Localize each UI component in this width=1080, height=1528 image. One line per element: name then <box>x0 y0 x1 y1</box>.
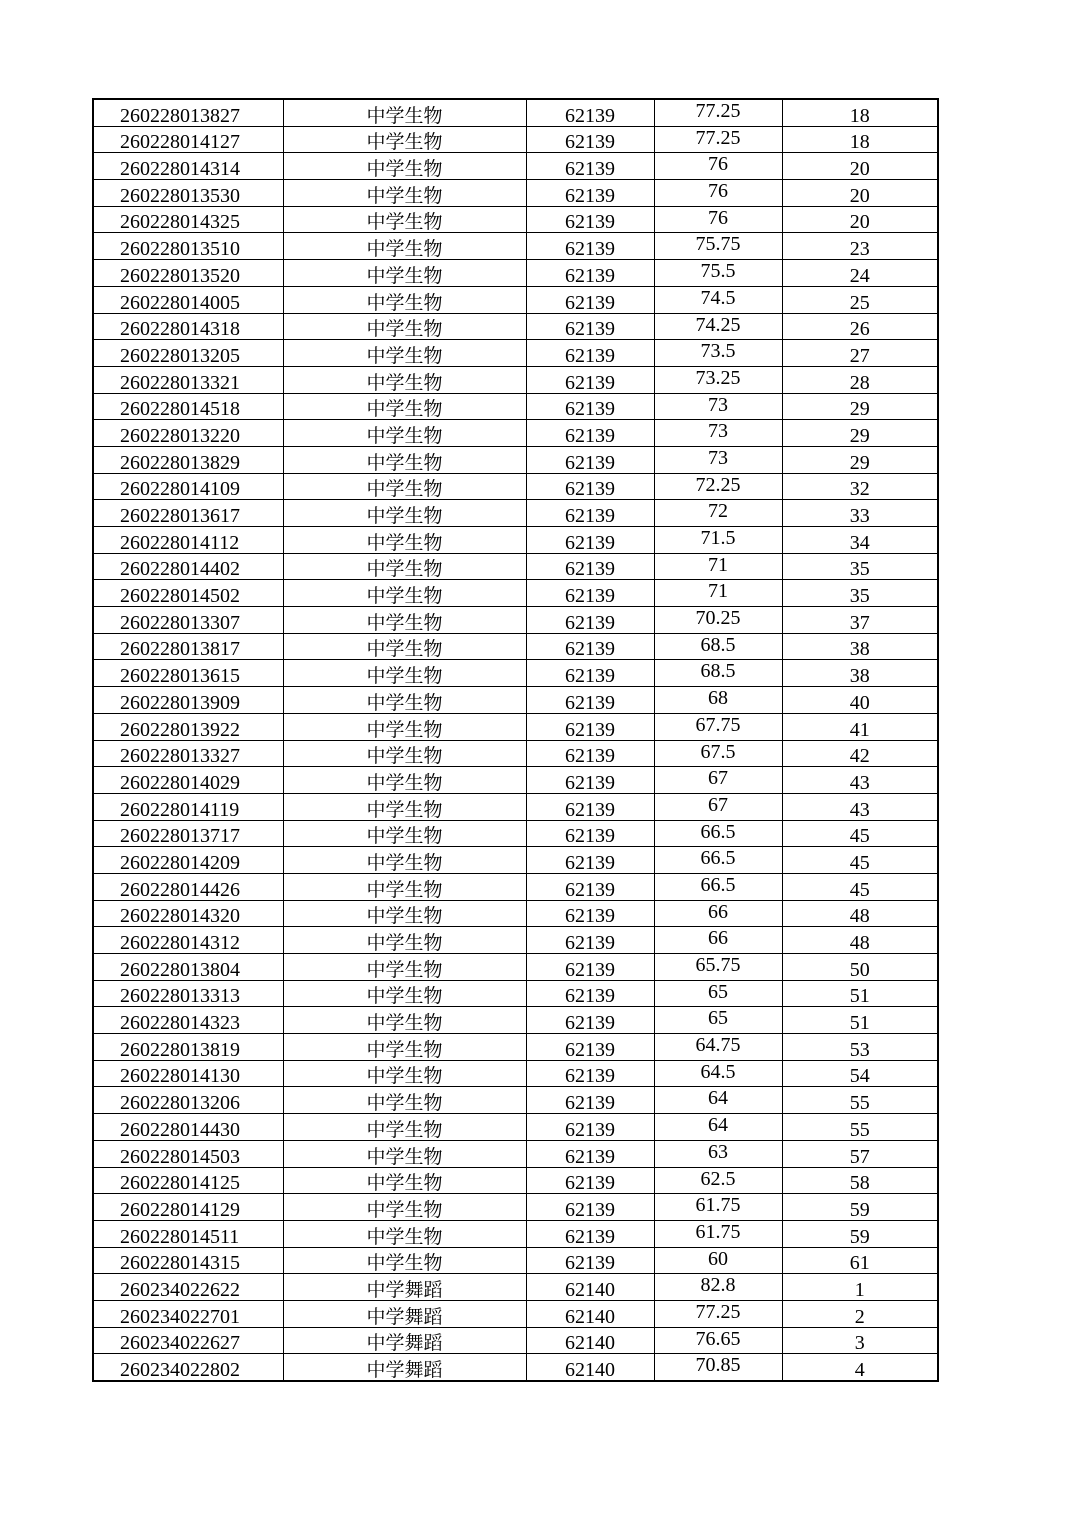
position-code-cell: 62139 <box>526 1140 654 1167</box>
score-cell: 72 <box>654 500 782 527</box>
score-cell: 77.25 <box>654 126 782 153</box>
subject-cell: 中学生物 <box>283 126 526 153</box>
exam-id-cell: 260228013206 <box>93 1087 283 1114</box>
subject-cell: 中学生物 <box>283 740 526 767</box>
position-code-cell: 62139 <box>526 1114 654 1141</box>
rank-cell: 28 <box>782 366 938 393</box>
position-code-cell: 62139 <box>526 873 654 900</box>
position-code-cell: 62139 <box>526 767 654 794</box>
exam-id-cell: 260228013530 <box>93 180 283 207</box>
table-row <box>93 1007 938 1034</box>
exam-id-cell: 260228014315 <box>93 1247 283 1274</box>
score-table-body <box>93 99 938 1381</box>
rank-cell: 2 <box>782 1300 938 1327</box>
rank-cell: 1 <box>782 1274 938 1301</box>
exam-id-cell: 260228014112 <box>93 527 283 554</box>
exam-id-cell: 260228014130 <box>93 1060 283 1087</box>
exam-id-cell: 260228014125 <box>93 1167 283 1194</box>
exam-id-cell: 260228014511 <box>93 1220 283 1247</box>
exam-id-cell: 260234022701 <box>93 1300 283 1327</box>
exam-id-cell: 260228014314 <box>93 153 283 180</box>
rank-cell: 54 <box>782 1060 938 1087</box>
score-cell: 61.75 <box>654 1194 782 1221</box>
subject-cell: 中学生物 <box>283 153 526 180</box>
rank-cell: 35 <box>782 553 938 580</box>
position-code-cell: 62139 <box>526 633 654 660</box>
exam-id-cell: 260228014430 <box>93 1114 283 1141</box>
position-code-cell: 62139 <box>526 500 654 527</box>
exam-id-cell: 260228013205 <box>93 340 283 367</box>
table-row <box>93 99 938 126</box>
table-row <box>93 687 938 714</box>
exam-id-cell: 260228014320 <box>93 900 283 927</box>
subject-cell: 中学舞蹈 <box>283 1354 526 1381</box>
rank-cell: 38 <box>782 633 938 660</box>
position-code-cell: 62139 <box>526 393 654 420</box>
subject-cell: 中学生物 <box>283 180 526 207</box>
subject-cell: 中学生物 <box>283 1087 526 1114</box>
subject-cell: 中学生物 <box>283 1167 526 1194</box>
subject-cell: 中学生物 <box>283 633 526 660</box>
subject-cell: 中学生物 <box>283 900 526 927</box>
table-row <box>93 366 938 393</box>
table-row <box>93 206 938 233</box>
table-row <box>93 313 938 340</box>
table-row <box>93 740 938 767</box>
position-code-cell: 62139 <box>526 954 654 981</box>
subject-cell: 中学生物 <box>283 1140 526 1167</box>
score-cell: 77.25 <box>654 99 782 126</box>
position-code-cell: 62140 <box>526 1327 654 1354</box>
position-code-cell: 62139 <box>526 820 654 847</box>
exam-id-cell: 260228013827 <box>93 99 283 126</box>
score-cell: 73 <box>654 393 782 420</box>
subject-cell: 中学生物 <box>283 500 526 527</box>
exam-id-cell: 260228013909 <box>93 687 283 714</box>
subject-cell: 中学生物 <box>283 820 526 847</box>
exam-id-cell: 260228014402 <box>93 553 283 580</box>
rank-cell: 18 <box>782 99 938 126</box>
score-cell: 75.75 <box>654 233 782 260</box>
rank-cell: 29 <box>782 446 938 473</box>
subject-cell: 中学生物 <box>283 286 526 313</box>
score-cell: 65 <box>654 1007 782 1034</box>
position-code-cell: 62139 <box>526 713 654 740</box>
table-row <box>93 954 938 981</box>
position-code-cell: 62139 <box>526 740 654 767</box>
table-row <box>93 1087 938 1114</box>
table-row <box>93 126 938 153</box>
position-code-cell: 62139 <box>526 126 654 153</box>
table-row <box>93 340 938 367</box>
subject-cell: 中学生物 <box>283 553 526 580</box>
score-cell: 75.5 <box>654 260 782 287</box>
subject-cell: 中学生物 <box>283 767 526 794</box>
table-row <box>93 1194 938 1221</box>
score-cell: 73 <box>654 420 782 447</box>
rank-cell: 25 <box>782 286 938 313</box>
position-code-cell: 62139 <box>526 180 654 207</box>
score-cell: 67.75 <box>654 713 782 740</box>
rank-cell: 3 <box>782 1327 938 1354</box>
score-cell: 73.25 <box>654 366 782 393</box>
exam-id-cell: 260228013520 <box>93 260 283 287</box>
score-cell: 71 <box>654 580 782 607</box>
exam-id-cell: 260228013321 <box>93 366 283 393</box>
exam-id-cell: 260228014005 <box>93 286 283 313</box>
rank-cell: 48 <box>782 927 938 954</box>
rank-cell: 57 <box>782 1140 938 1167</box>
position-code-cell: 62139 <box>526 153 654 180</box>
position-code-cell: 62139 <box>526 553 654 580</box>
table-row <box>93 793 938 820</box>
table-row <box>93 633 938 660</box>
rank-cell: 32 <box>782 473 938 500</box>
score-cell: 64 <box>654 1114 782 1141</box>
subject-cell: 中学生物 <box>283 687 526 714</box>
score-cell: 63 <box>654 1140 782 1167</box>
rank-cell: 59 <box>782 1194 938 1221</box>
table-row <box>93 900 938 927</box>
subject-cell: 中学生物 <box>283 206 526 233</box>
subject-cell: 中学生物 <box>283 1060 526 1087</box>
subject-cell: 中学生物 <box>283 340 526 367</box>
score-cell: 66.5 <box>654 873 782 900</box>
position-code-cell: 62139 <box>526 473 654 500</box>
score-cell: 74.25 <box>654 313 782 340</box>
table-row <box>93 286 938 313</box>
position-code-cell: 62139 <box>526 420 654 447</box>
score-cell: 66.5 <box>654 847 782 874</box>
rank-cell: 26 <box>782 313 938 340</box>
position-code-cell: 62140 <box>526 1354 654 1381</box>
rank-cell: 42 <box>782 740 938 767</box>
exam-id-cell: 260234022627 <box>93 1327 283 1354</box>
table-row <box>93 260 938 287</box>
subject-cell: 中学生物 <box>283 1220 526 1247</box>
score-cell: 64 <box>654 1087 782 1114</box>
position-code-cell: 62139 <box>526 313 654 340</box>
exam-id-cell: 260228013817 <box>93 633 283 660</box>
position-code-cell: 62140 <box>526 1300 654 1327</box>
position-code-cell: 62139 <box>526 847 654 874</box>
exam-id-cell: 260228014325 <box>93 206 283 233</box>
position-code-cell: 62139 <box>526 1220 654 1247</box>
exam-id-cell: 260228014127 <box>93 126 283 153</box>
subject-cell: 中学生物 <box>283 1034 526 1061</box>
rank-cell: 45 <box>782 873 938 900</box>
table-row <box>93 927 938 954</box>
position-code-cell: 62139 <box>526 366 654 393</box>
subject-cell: 中学生物 <box>283 793 526 820</box>
rank-cell: 24 <box>782 260 938 287</box>
exam-id-cell: 260228014426 <box>93 873 283 900</box>
table-row <box>93 607 938 634</box>
subject-cell: 中学生物 <box>283 847 526 874</box>
table-row <box>93 1354 938 1381</box>
rank-cell: 20 <box>782 206 938 233</box>
rank-cell: 40 <box>782 687 938 714</box>
score-cell: 67.5 <box>654 740 782 767</box>
rank-cell: 55 <box>782 1114 938 1141</box>
score-cell: 77.25 <box>654 1300 782 1327</box>
exam-id-cell: 260228013717 <box>93 820 283 847</box>
exam-id-cell: 260228013922 <box>93 713 283 740</box>
exam-id-cell: 260234022622 <box>93 1274 283 1301</box>
table-row <box>93 180 938 207</box>
subject-cell: 中学生物 <box>283 313 526 340</box>
table-row <box>93 1220 938 1247</box>
position-code-cell: 62139 <box>526 1087 654 1114</box>
table-row <box>93 527 938 554</box>
score-table <box>92 98 939 1382</box>
exam-id-cell: 260234022802 <box>93 1354 283 1381</box>
rank-cell: 23 <box>782 233 938 260</box>
score-cell: 64.5 <box>654 1060 782 1087</box>
exam-id-cell: 260228013313 <box>93 980 283 1007</box>
subject-cell: 中学生物 <box>283 980 526 1007</box>
rank-cell: 4 <box>782 1354 938 1381</box>
score-cell: 65 <box>654 980 782 1007</box>
position-code-cell: 62139 <box>526 900 654 927</box>
subject-cell: 中学生物 <box>283 873 526 900</box>
score-cell: 76 <box>654 206 782 233</box>
subject-cell: 中学生物 <box>283 1247 526 1274</box>
score-cell: 65.75 <box>654 954 782 981</box>
exam-id-cell: 260228013615 <box>93 660 283 687</box>
score-cell: 66 <box>654 927 782 954</box>
rank-cell: 33 <box>782 500 938 527</box>
rank-cell: 59 <box>782 1220 938 1247</box>
table-row <box>93 1274 938 1301</box>
score-cell: 68 <box>654 687 782 714</box>
table-row <box>93 767 938 794</box>
subject-cell: 中学生物 <box>283 954 526 981</box>
position-code-cell: 62139 <box>526 206 654 233</box>
subject-cell: 中学生物 <box>283 713 526 740</box>
position-code-cell: 62139 <box>526 1007 654 1034</box>
position-code-cell: 62139 <box>526 99 654 126</box>
exam-id-cell: 260228014318 <box>93 313 283 340</box>
table-row <box>93 873 938 900</box>
rank-cell: 50 <box>782 954 938 981</box>
exam-id-cell: 260228013804 <box>93 954 283 981</box>
table-row <box>93 847 938 874</box>
table-row <box>93 660 938 687</box>
score-cell: 64.75 <box>654 1034 782 1061</box>
position-code-cell: 62139 <box>526 1060 654 1087</box>
position-code-cell: 62139 <box>526 980 654 1007</box>
position-code-cell: 62140 <box>526 1274 654 1301</box>
exam-id-cell: 260228013617 <box>93 500 283 527</box>
exam-id-cell: 260228014129 <box>93 1194 283 1221</box>
exam-id-cell: 260228013829 <box>93 446 283 473</box>
rank-cell: 43 <box>782 767 938 794</box>
rank-cell: 27 <box>782 340 938 367</box>
subject-cell: 中学生物 <box>283 527 526 554</box>
rank-cell: 20 <box>782 153 938 180</box>
score-cell: 67 <box>654 767 782 794</box>
subject-cell: 中学生物 <box>283 1194 526 1221</box>
score-cell: 71 <box>654 553 782 580</box>
position-code-cell: 62139 <box>526 580 654 607</box>
table-row <box>93 980 938 1007</box>
rank-cell: 51 <box>782 1007 938 1034</box>
exam-id-cell: 260228013510 <box>93 233 283 260</box>
subject-cell: 中学生物 <box>283 260 526 287</box>
score-cell: 73.5 <box>654 340 782 367</box>
rank-cell: 29 <box>782 420 938 447</box>
exam-id-cell: 260228014503 <box>93 1140 283 1167</box>
score-cell: 76 <box>654 180 782 207</box>
position-code-cell: 62139 <box>526 927 654 954</box>
position-code-cell: 62139 <box>526 527 654 554</box>
exam-id-cell: 260228014502 <box>93 580 283 607</box>
exam-id-cell: 260228014209 <box>93 847 283 874</box>
table-row <box>93 153 938 180</box>
score-cell: 73 <box>654 446 782 473</box>
exam-id-cell: 260228013307 <box>93 607 283 634</box>
rank-cell: 51 <box>782 980 938 1007</box>
table-row <box>93 1140 938 1167</box>
exam-id-cell: 260228013327 <box>93 740 283 767</box>
table-row <box>93 820 938 847</box>
score-cell: 68.5 <box>654 633 782 660</box>
exam-id-cell: 260228014312 <box>93 927 283 954</box>
table-row <box>93 1167 938 1194</box>
position-code-cell: 62139 <box>526 260 654 287</box>
subject-cell: 中学生物 <box>283 580 526 607</box>
table-row <box>93 1300 938 1327</box>
table-row <box>93 446 938 473</box>
score-cell: 61.75 <box>654 1220 782 1247</box>
rank-cell: 41 <box>782 713 938 740</box>
subject-cell: 中学舞蹈 <box>283 1274 526 1301</box>
subject-cell: 中学生物 <box>283 420 526 447</box>
table-row <box>93 713 938 740</box>
score-cell: 82.8 <box>654 1274 782 1301</box>
position-code-cell: 62139 <box>526 340 654 367</box>
score-cell: 76 <box>654 153 782 180</box>
score-cell: 72.25 <box>654 473 782 500</box>
exam-id-cell: 260228014518 <box>93 393 283 420</box>
score-cell: 71.5 <box>654 527 782 554</box>
subject-cell: 中学生物 <box>283 393 526 420</box>
score-cell: 62.5 <box>654 1167 782 1194</box>
rank-cell: 37 <box>782 607 938 634</box>
subject-cell: 中学生物 <box>283 607 526 634</box>
subject-cell: 中学舞蹈 <box>283 1300 526 1327</box>
rank-cell: 29 <box>782 393 938 420</box>
position-code-cell: 62139 <box>526 1247 654 1274</box>
table-row <box>93 580 938 607</box>
position-code-cell: 62139 <box>526 1034 654 1061</box>
rank-cell: 61 <box>782 1247 938 1274</box>
rank-cell: 38 <box>782 660 938 687</box>
score-cell: 66.5 <box>654 820 782 847</box>
subject-cell: 中学生物 <box>283 473 526 500</box>
exam-id-cell: 260228014109 <box>93 473 283 500</box>
position-code-cell: 62139 <box>526 233 654 260</box>
score-cell: 68.5 <box>654 660 782 687</box>
exam-id-cell: 260228014323 <box>93 1007 283 1034</box>
table-row <box>93 1034 938 1061</box>
exam-id-cell: 260228014119 <box>93 793 283 820</box>
score-cell: 60 <box>654 1247 782 1274</box>
rank-cell: 34 <box>782 527 938 554</box>
score-cell: 70.25 <box>654 607 782 634</box>
rank-cell: 48 <box>782 900 938 927</box>
score-cell: 67 <box>654 793 782 820</box>
rank-cell: 53 <box>782 1034 938 1061</box>
subject-cell: 中学舞蹈 <box>283 1327 526 1354</box>
rank-cell: 55 <box>782 1087 938 1114</box>
rank-cell: 18 <box>782 126 938 153</box>
subject-cell: 中学生物 <box>283 1007 526 1034</box>
position-code-cell: 62139 <box>526 687 654 714</box>
table-row <box>93 500 938 527</box>
table-row <box>93 1327 938 1354</box>
position-code-cell: 62139 <box>526 607 654 634</box>
table-row <box>93 1060 938 1087</box>
table-row <box>93 1114 938 1141</box>
subject-cell: 中学生物 <box>283 366 526 393</box>
table-row <box>93 233 938 260</box>
subject-cell: 中学生物 <box>283 660 526 687</box>
subject-cell: 中学生物 <box>283 233 526 260</box>
subject-cell: 中学生物 <box>283 1114 526 1141</box>
table-row <box>93 393 938 420</box>
rank-cell: 20 <box>782 180 938 207</box>
rank-cell: 35 <box>782 580 938 607</box>
rank-cell: 45 <box>782 847 938 874</box>
rank-cell: 58 <box>782 1167 938 1194</box>
position-code-cell: 62139 <box>526 793 654 820</box>
score-cell: 76.65 <box>654 1327 782 1354</box>
rank-cell: 45 <box>782 820 938 847</box>
score-cell: 66 <box>654 900 782 927</box>
table-row <box>93 553 938 580</box>
table-row <box>93 1247 938 1274</box>
subject-cell: 中学生物 <box>283 446 526 473</box>
table-row <box>93 473 938 500</box>
position-code-cell: 62139 <box>526 1194 654 1221</box>
position-code-cell: 62139 <box>526 1167 654 1194</box>
subject-cell: 中学生物 <box>283 99 526 126</box>
score-cell: 70.85 <box>654 1354 782 1381</box>
subject-cell: 中学生物 <box>283 927 526 954</box>
position-code-cell: 62139 <box>526 446 654 473</box>
position-code-cell: 62139 <box>526 286 654 313</box>
table-row <box>93 420 938 447</box>
score-cell: 74.5 <box>654 286 782 313</box>
position-code-cell: 62139 <box>526 660 654 687</box>
exam-id-cell: 260228013220 <box>93 420 283 447</box>
exam-id-cell: 260228014029 <box>93 767 283 794</box>
rank-cell: 43 <box>782 793 938 820</box>
exam-id-cell: 260228013819 <box>93 1034 283 1061</box>
